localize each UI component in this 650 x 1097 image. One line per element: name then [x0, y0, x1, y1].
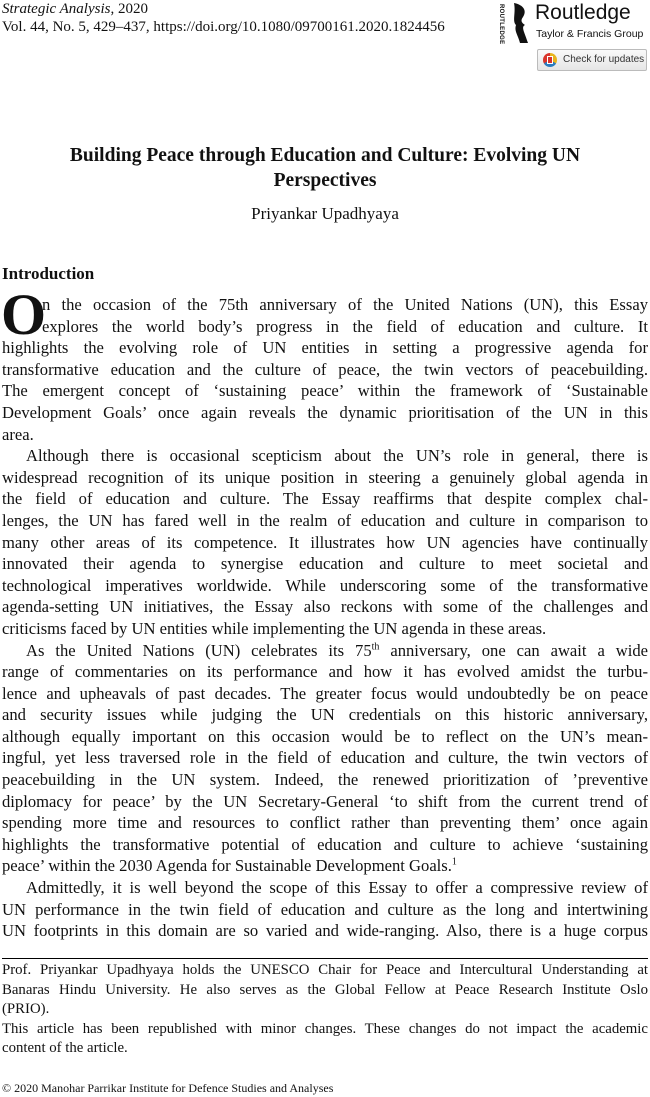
text-segment: As the United Nations (UN) celebrates its 75	[26, 640, 372, 660]
body-text	[1, 282, 648, 942]
text-segment: although equally important on this occasion would be to reflect on the UN’s mean-	[2, 726, 648, 746]
footnote-ref[interactable]: 1	[451, 856, 457, 868]
text-segment: UN footprints in this domain are so varied and wide-ranging. Also, there is a huge corpus	[2, 921, 648, 941]
paragraph	[2, 294, 648, 445]
text-segment: peacebuilding in the UN system. Indeed, the renewed prioritization of ’preventive	[2, 770, 648, 790]
text-segment: innovated their agenda to synergise education and culture to meet societal and	[2, 554, 648, 574]
journal-name: Strategic Analysis	[2, 1, 111, 17]
footnote-line: Prof. Priyankar Upadhyaya holds the UNESCO Chair for Peace and Intercultural Understanding at	[2, 962, 648, 978]
text-segment: Development Goals’ once again reveals the dynamic prioritisation of the UN in this	[2, 402, 648, 422]
author: Priyankar Upadhyaya	[251, 204, 399, 223]
publisher-logo	[500, 2, 650, 44]
article-title	[0, 143, 650, 193]
text-line	[2, 855, 648, 877]
text-line	[2, 575, 648, 597]
text-segment: and security issues while judging the UN credentials on this historic anniversary,	[2, 705, 648, 725]
text-line	[2, 877, 648, 899]
text-segment: anniversary, one can await a wide	[379, 640, 648, 660]
superscript: th	[371, 640, 380, 652]
text-line	[2, 316, 648, 338]
text-segment: Although there is occasional scepticism about the UN’s role in general, there is	[26, 446, 648, 466]
text-line	[2, 402, 648, 424]
footnote-line: Banaras Hindu University. He also serves as the Global Fellow at Peace Research Institute Oslo	[2, 981, 648, 998]
text-line	[2, 769, 648, 791]
publisher-name: Routledge	[535, 1, 631, 24]
text-line	[2, 467, 648, 489]
text-line	[2, 640, 648, 662]
text-line	[2, 812, 648, 834]
text-line	[2, 553, 648, 575]
text-segment: transformative education and the culture of peace, the twin vectors of peacebuilding.	[2, 359, 648, 379]
text-segment: agenda-setting UN initiatives, the Essay also reckons with some of the challenges and	[2, 597, 648, 617]
journal-citation	[2, 0, 148, 18]
text-segment: The emergent concept of ‘sustaining peace’ within the framework of ‘Sustainable	[2, 381, 648, 401]
text-line	[2, 596, 648, 618]
text-line	[2, 726, 648, 748]
routledge-profile-icon	[510, 3, 532, 43]
publisher-vertical-text: ROUTLEDGE	[498, 4, 504, 45]
text-line	[2, 618, 648, 640]
text-line	[2, 488, 648, 510]
text-line	[2, 834, 648, 856]
text-segment: criticisms faced by UN entities while implementing the UN agenda in these areas.	[2, 618, 547, 638]
footnotes	[2, 961, 648, 1059]
text-segment: many other areas of its competence. It illustrates how UN agencies have continually	[2, 532, 648, 552]
copyright: © 2020 Manohar Parrikar Institute for Defence Studies and Analyses	[2, 1081, 334, 1095]
text-segment: area.	[2, 424, 34, 444]
text-segment: lenges, the UN has fared well in the realm of education and culture in comparison to	[2, 510, 648, 530]
text-segment: Admittedly, it is well beyond the scope of this Essay to offer a compressive review of	[26, 878, 648, 898]
text-line	[2, 510, 648, 532]
text-segment: range of commentaries on its performance and how it has evolved amidst the turbu-	[2, 662, 648, 682]
text-line	[2, 380, 648, 402]
text-line	[2, 445, 648, 467]
text-line	[2, 661, 648, 683]
text-segment: lence and upheavals of past decades. The greater focus would undoubtedly be on peace	[2, 683, 648, 703]
paragraph	[2, 445, 648, 639]
title-line: Perspectives	[273, 170, 377, 191]
footnote-line: This article has been republished with minor changes. These changes do not impact the academic	[2, 1020, 648, 1037]
text-segment: technological imperatives worldwide. While underscoring some of the transformative	[2, 575, 648, 595]
section-heading: Introduction	[2, 264, 95, 283]
text-line	[2, 424, 648, 446]
text-segment: peace’ within the 2030 Agenda for Sustainable Development Goals.	[2, 856, 452, 876]
text-segment: highlights the evolving role of UN entities in setting a progressive agenda for	[2, 338, 648, 358]
text-line	[2, 532, 648, 554]
footnote-line: content of the article.	[2, 1040, 128, 1057]
text-line	[2, 920, 648, 942]
text-line	[2, 704, 648, 726]
text-segment: widespread recognition of its unique position in steering a genuinely global agenda in	[2, 467, 648, 487]
text-line	[2, 359, 648, 381]
text-segment: diplomacy for peace’ by the UN Secretary-General ‘to shift from the current trend of	[2, 791, 648, 811]
text-line	[2, 899, 648, 921]
text-line	[2, 294, 648, 316]
volume-doi: Vol. 44, No. 5, 429–437, https://doi.org/10.1080/09700161.2020.1824456	[2, 19, 445, 35]
text-segment: UN performance in the twin field of education and culture as the long and intertwining	[2, 899, 648, 919]
check-for-updates-label: Check for updates	[563, 54, 645, 65]
text-segment: the field of education and culture. The Essay reaffirms that despite complex chal-	[2, 489, 648, 509]
crossmark-icon	[543, 53, 557, 67]
text-segment: explores the world body’s progress in the field of education and culture. It	[42, 316, 648, 336]
text-segment: ingful, yet less traversed role in the field of education and culture, the twin vectors of	[2, 748, 648, 768]
check-for-updates-button[interactable]	[537, 49, 647, 71]
text-line	[2, 337, 648, 359]
text-line	[2, 683, 648, 705]
journal-year: , 2020	[110, 1, 148, 17]
publisher-group: Taylor & Francis Group	[536, 28, 644, 40]
text-segment: highlights the transformative potential of education and culture to achieve ‘sustaining	[2, 834, 648, 854]
text-line	[2, 747, 648, 769]
paragraph	[2, 640, 648, 878]
footnote-divider	[2, 958, 648, 959]
text-segment: spending more time and resources to conflict rather than preventing them’ once again	[2, 813, 648, 833]
footnote-line: (PRIO).	[2, 1001, 50, 1018]
text-line	[2, 791, 648, 813]
drop-cap: O	[1, 282, 47, 347]
title-line: Building Peace through Education and Culture: Evolving UN	[69, 145, 581, 166]
text-segment: n the occasion of the 75th anniversary of the United Nations (UN), this Essay	[42, 295, 648, 314]
paragraph	[2, 877, 648, 942]
